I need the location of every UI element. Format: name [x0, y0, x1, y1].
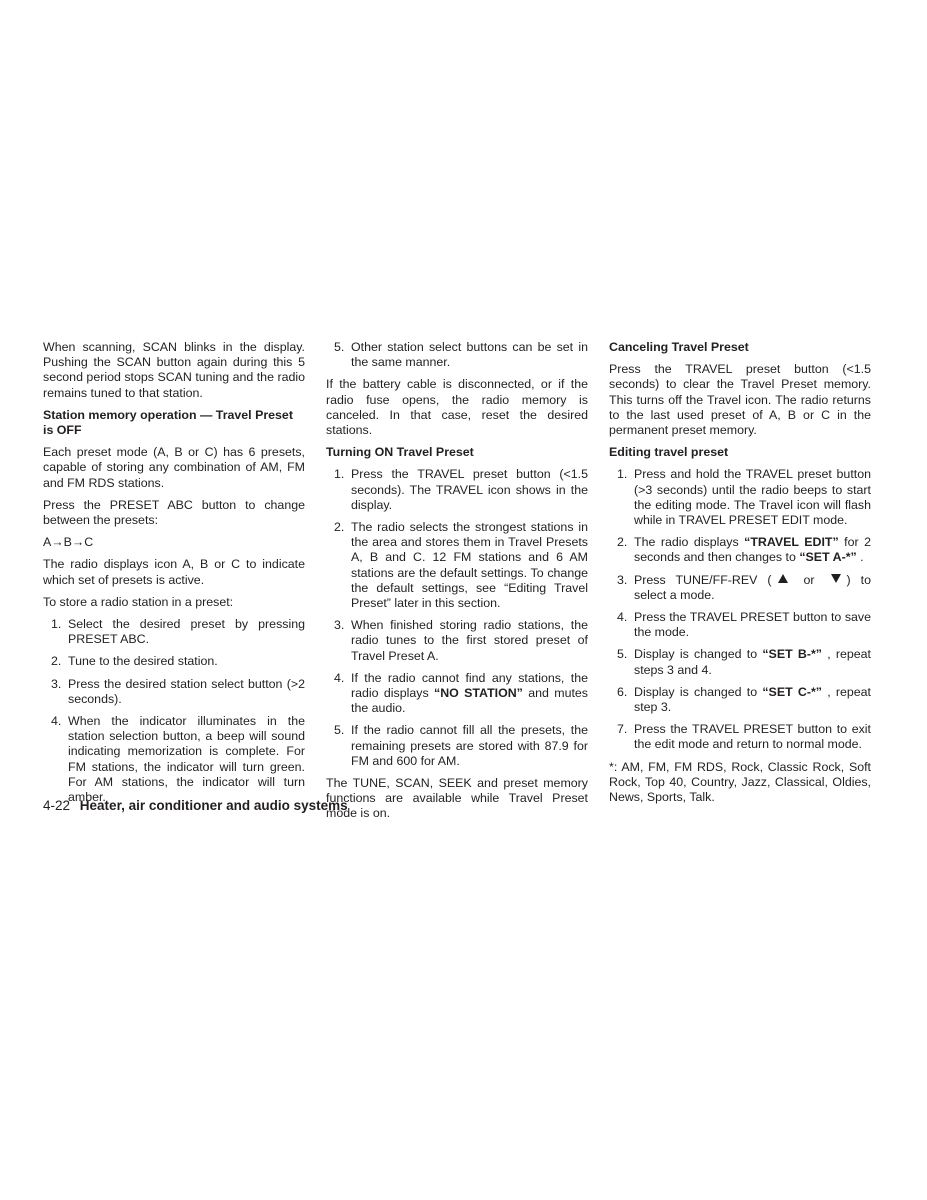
- list-number: 6.: [617, 684, 628, 699]
- list-text: Press and hold the TRAVEL preset button (>3 seconds) until the radio beeps to start the editing mode. The Travel icon will flash while in TRAVEL PRESET EDIT mode.: [634, 467, 871, 528]
- list-text: When the indicator illuminates in the station selection button, a beep will sound indicating memorization is complete. For FM stations, the indicator will turn green. For AM stations, the indicator will turn amber.: [68, 714, 305, 805]
- list-text-pre: Display is changed to: [634, 684, 763, 699]
- list-item: [326, 340, 588, 370]
- list-number: 4.: [51, 714, 62, 729]
- up-triangle-icon: [778, 574, 788, 583]
- display-message: “TRAVEL EDIT”: [744, 535, 839, 550]
- list-number: 5.: [334, 723, 345, 738]
- list-item: [43, 617, 305, 647]
- numbered-list: [43, 617, 305, 805]
- list-item: [609, 647, 871, 677]
- list-item: [43, 714, 305, 805]
- list-text-post: , repeat steps 3 and 4.: [634, 647, 871, 677]
- list-item: [609, 573, 871, 603]
- list-number: 7.: [617, 722, 628, 737]
- list-text: Press the TRAVEL PRESET button to exit the edit mode and return to normal mode.: [634, 722, 871, 752]
- display-message: “SET A-*”: [799, 550, 857, 565]
- numbered-list: [609, 467, 871, 752]
- list-number: 3.: [617, 572, 628, 587]
- paragraph: To store a radio station in a preset:: [43, 594, 234, 609]
- list-text: Tune to the desired station.: [68, 654, 218, 669]
- paragraph: The radio displays icon A, B or C to indicate which set of presets is active.: [43, 557, 305, 587]
- display-message: “SET C-*”: [762, 684, 822, 699]
- list-number: 4.: [617, 610, 628, 625]
- list-item: [326, 618, 588, 664]
- list-text-mid: for 2 seconds and then changes to: [634, 535, 871, 565]
- display-message: “SET B-*”: [762, 647, 822, 662]
- display-message: “NO STATION”: [434, 686, 523, 701]
- list-item: [609, 722, 871, 752]
- list-text-pre: If the radio cannot find any stations, the radio displays: [351, 670, 588, 701]
- section-heading: Station memory operation — Travel Preset is OFF: [43, 407, 293, 438]
- numbered-list: [326, 467, 588, 769]
- list-text-pre: The radio displays: [634, 535, 745, 550]
- list-item: [609, 610, 871, 640]
- list-text-pre: Press TUNE/FF-REV (: [634, 572, 772, 587]
- list-text: The radio selects the strongest stations in the area and stores them in Travel Presets A, B and C. 12 FM stations and 6 AM stations are the default settings. To change the default settings, see “Editing Travel Preset” later in this section.: [351, 520, 588, 611]
- list-text-post: ) to select a mode.: [634, 572, 871, 602]
- list-text: Press the desired station select button (>2 seconds).: [68, 676, 305, 706]
- list-number: 3.: [51, 676, 62, 691]
- list-text-post: and mutes the audio.: [351, 686, 588, 716]
- list-item: [326, 723, 588, 769]
- down-triangle-icon: [831, 574, 841, 583]
- section-heading: Canceling Travel Preset: [609, 340, 749, 354]
- list-number: 1.: [617, 467, 628, 482]
- list-text-post: , repeat step 3.: [634, 684, 871, 715]
- section-title: Heater, air conditioner and audio systems: [79, 798, 348, 813]
- list-number: 4.: [334, 670, 345, 685]
- list-number: 3.: [334, 618, 345, 633]
- list-item: [609, 467, 871, 528]
- column-1: [43, 340, 305, 812]
- paragraph: The TUNE, SCAN, SEEK and preset memory functions are available while Travel Preset mode is on.: [326, 776, 588, 821]
- list-item: [609, 535, 871, 565]
- list-item: [326, 520, 588, 611]
- section-heading: Turning ON Travel Preset: [326, 445, 474, 460]
- list-text: Select the desired preset by pressing PRESET ABC.: [68, 617, 305, 647]
- list-number: 2.: [617, 535, 628, 550]
- list-number: 5.: [334, 340, 345, 354]
- column-2: [326, 340, 588, 829]
- list-text-pre: Display is changed to: [634, 647, 763, 662]
- list-text: Press the TRAVEL PRESET button to save the mode.: [634, 610, 871, 640]
- list-number: 1.: [334, 467, 345, 482]
- page-footer: [43, 798, 348, 813]
- list-text: Press the TRAVEL preset button (<1.5 seconds). The TRAVEL icon shows in the display.: [351, 467, 588, 512]
- paragraph: A→B→C: [43, 535, 94, 550]
- list-number: 5.: [617, 647, 628, 662]
- list-text: Other station select buttons can be set in the same manner.: [351, 340, 588, 370]
- paragraph: If the battery cable is disconnected, or if the radio fuse opens, the radio memory is canceled. In that case, reset the desired stations.: [326, 377, 588, 438]
- column-3: [609, 340, 871, 812]
- list-item: [609, 685, 871, 715]
- list-item: [326, 467, 588, 513]
- list-item: [326, 671, 588, 717]
- list-text-or: or: [793, 572, 825, 587]
- list-number: 2.: [334, 520, 345, 535]
- list-item: [43, 654, 305, 669]
- numbered-list: [326, 340, 588, 370]
- footnote: *: AM, FM, FM RDS, Rock, Classic Rock, Soft Rock, Top 40, Country, Jazz, Classical, Oldies, News, Sports, Talk.: [609, 759, 871, 805]
- list-number: 2.: [51, 654, 62, 669]
- list-text: If the radio cannot fill all the presets, the remaining presets are stored with 87.9 for FM and 600 for AM.: [351, 723, 588, 768]
- page-number: 4-22: [43, 798, 71, 813]
- list-number: 1.: [51, 617, 62, 632]
- paragraph: Press the TRAVEL preset button (<1.5 seconds) to clear the Travel Preset memory. This turns off the Travel icon. The radio returns to the last used preset of A, B or C in the permanent preset memory.: [609, 362, 871, 438]
- paragraph: When scanning, SCAN blinks in the display. Pushing the SCAN button again during this 5 second period stops SCAN tuning and the radio remains tuned to that station.: [43, 340, 305, 400]
- list-item: [43, 677, 305, 707]
- paragraph: Each preset mode (A, B or C) has 6 presets, capable of storing any combination of AM, FM and FM RDS stations.: [43, 445, 305, 490]
- paragraph: Press the PRESET ABC button to change between the presets:: [43, 497, 305, 528]
- section-heading: Editing travel preset: [609, 445, 729, 460]
- list-text: When finished storing radio stations, the radio tunes to the first stored preset of Travel Preset A.: [351, 618, 588, 663]
- list-text-post: .: [856, 550, 864, 565]
